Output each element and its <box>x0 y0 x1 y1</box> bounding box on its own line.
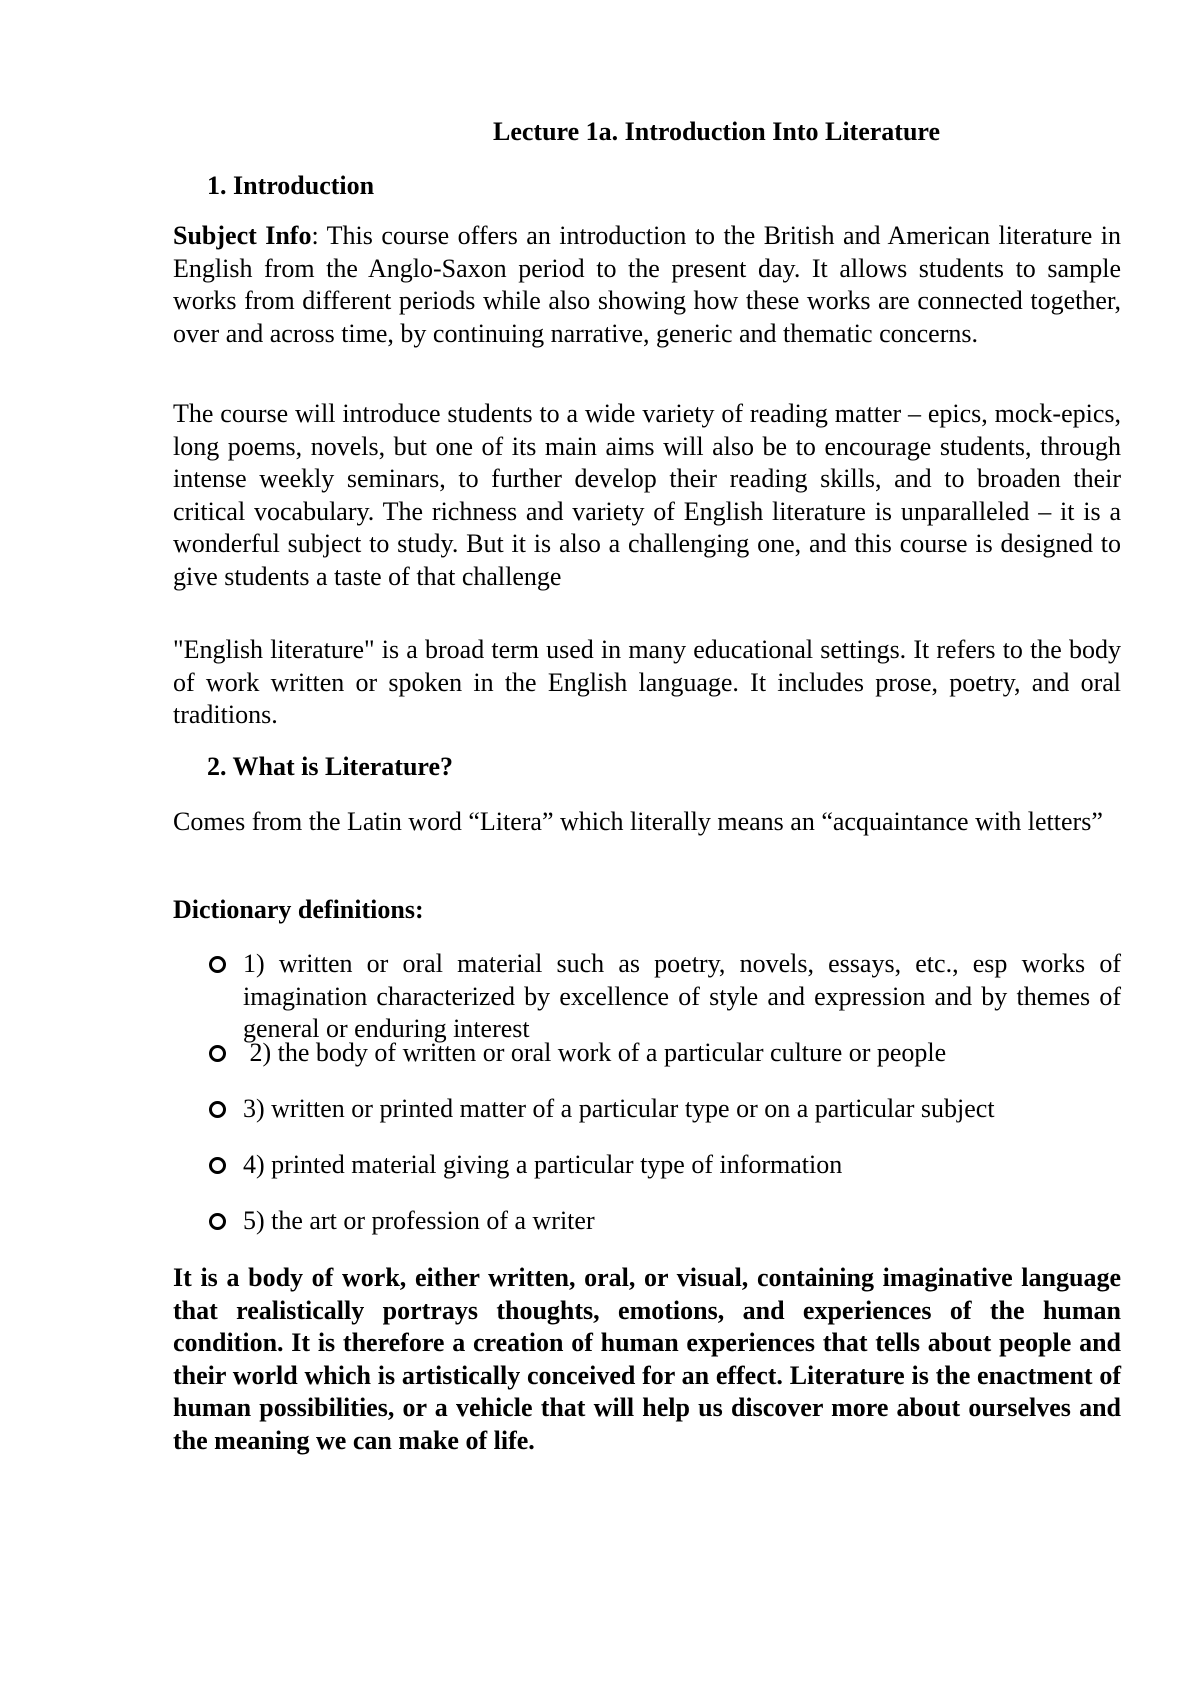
definition-item-2 <box>209 1037 1121 1070</box>
circle-bullet-icon <box>209 1045 226 1062</box>
circle-bullet-icon <box>209 1213 226 1230</box>
definition-text: 3) written or printed matter of a particular type or on a particular subject <box>243 1094 995 1123</box>
definition-text: 2) the body of written or oral work of a particular culture or people <box>243 1038 947 1067</box>
section-heading-introduction: 1. Introduction <box>207 171 375 200</box>
circle-bullet-icon <box>209 1157 226 1174</box>
lecture-title: Lecture 1a. Introduction Into Literature <box>493 117 941 146</box>
section-heading-what-is-literature: 2. What is Literature? <box>207 752 454 781</box>
definition-item-5 <box>209 1205 1121 1238</box>
subject-info-paragraph <box>173 220 1121 350</box>
literature-definition-paragraph: It is a body of work, either written, oral, or visual, containing imaginative language that realistically portrays thoughts, emotions, and experiences of the human condition. It is therefore a creation of human experiences that tells about people and their world which is artistically conceived for an effect. Literature is the enactment of human possibilities, or a vehicle that will help us discover more about ourselves and the meaning we can make of life. <box>173 1263 1121 1455</box>
course-description-paragraph: The course will introduce students to a wide variety of reading matter – epics, mock-epics, long poems, novels, but one of its main aims will also be to encourage students, through intense weekly seminars, to further develop their reading skills, and to broaden their critical vocabulary. The richness and variety of English literature is unparalleled – it is a wonderful subject to study. But it is also a challenging one, and this course is designed to give students a taste of that challenge <box>173 399 1121 591</box>
definition-item-3 <box>209 1093 1121 1126</box>
definition-item-1 <box>209 948 1121 1046</box>
definition-text: 5) the art or profession of a writer <box>243 1206 595 1235</box>
definition-item-4 <box>209 1149 1121 1182</box>
english-literature-paragraph: "English literature" is a broad term used in many educational settings. It refers to the body of work written or spoken in the English language. It includes prose, poetry, and oral traditions. <box>173 635 1121 730</box>
definition-text: 4) printed material giving a particular type of information <box>243 1150 843 1179</box>
subject-info-label: Subject Info <box>173 221 312 250</box>
circle-bullet-icon <box>209 1101 226 1118</box>
definition-text: 1) written or oral material such as poetry, novels, essays, etc., esp works of imagination characterized by excellence of style and expression and by themes of general or enduring interest <box>243 949 1121 1044</box>
latin-origin-paragraph: Comes from the Latin word “Litera” which literally means an “acquaintance with letters” <box>173 807 1103 836</box>
dictionary-definitions-heading: Dictionary definitions: <box>173 895 424 924</box>
subject-info-text: : This course offers an introduction to the British and American literature in English from the Anglo-Saxon period to the present day. It allows students to sample works from different periods while also showing how these works are connected together, over and across time, by continuing narrative, generic and thematic concerns. <box>173 221 1121 348</box>
circle-bullet-icon <box>209 956 226 973</box>
